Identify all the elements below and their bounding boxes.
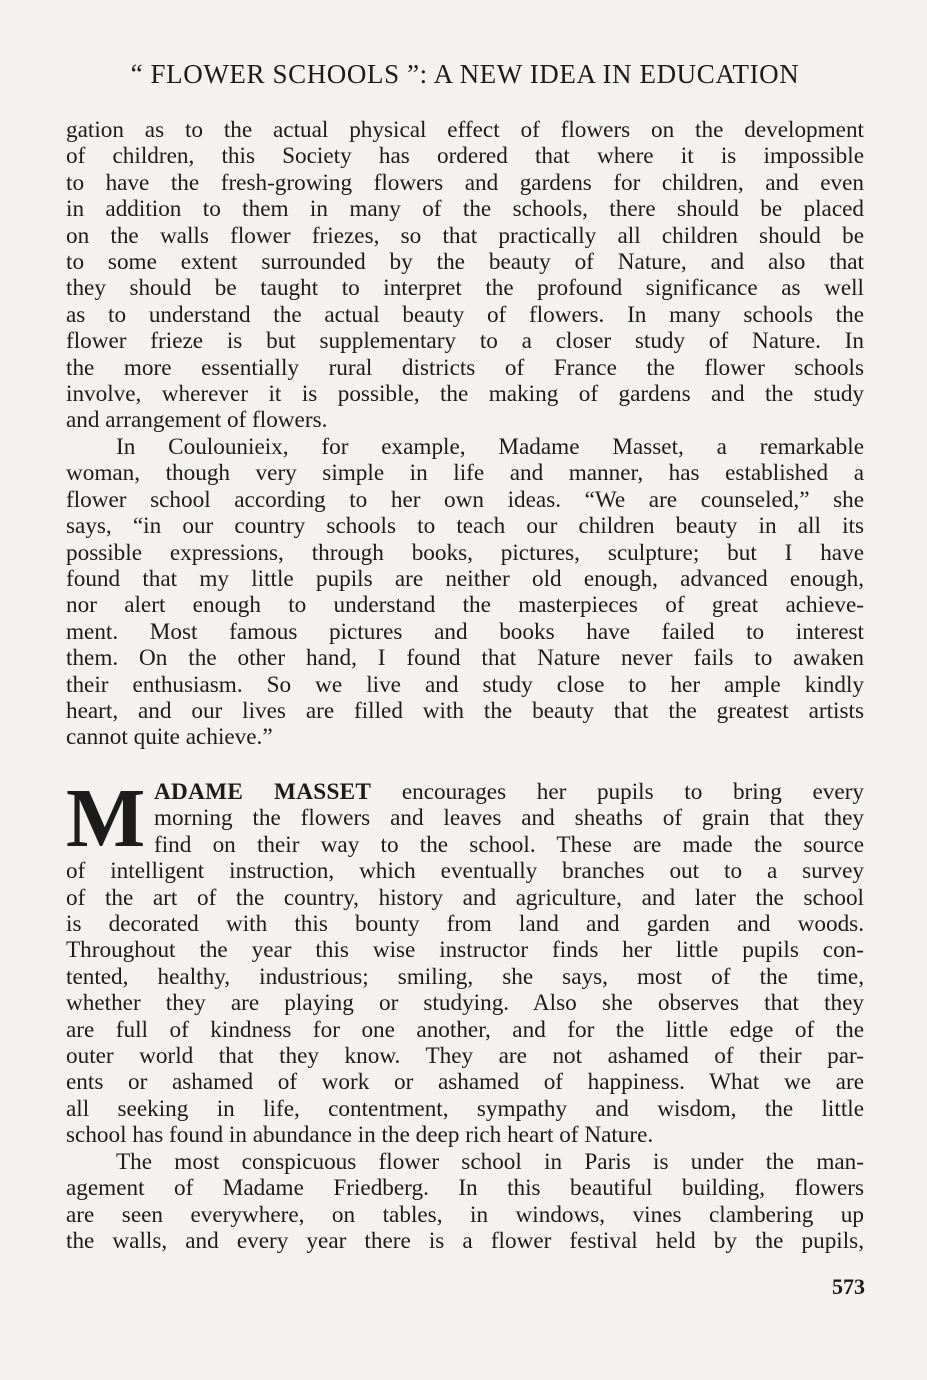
text-line: gation as to the actual physical effect of flowers on the development <box>66 117 864 143</box>
text-line: woman, though very simple in life and manner, has established a <box>66 460 864 487</box>
lead-in-rest: encourages her pupils to bring every <box>401 779 865 805</box>
text-line: morning the flowers and leaves and sheaths of grain that they <box>154 805 864 832</box>
text-line: says, “in our country schools to teach our children beauty in all its <box>66 513 864 540</box>
text-line: flower frieze is but supplementary to a closer study of Nature. In <box>66 328 864 355</box>
dropcap-group <box>66 772 865 865</box>
text-line: of children, this Society has ordered that where it is impossible <box>66 143 864 170</box>
text-line: In Coulounieix, for example, Madame Masset, a remarkable <box>116 433 864 460</box>
drop-cap: M <box>66 772 146 865</box>
text-line: ents or ashamed of work or ashamed of happiness. What we are <box>66 1069 864 1096</box>
text-line: are seen everywhere, on tables, in windows, vines clambering up <box>66 1201 864 1228</box>
text-line: in addition to them in many of the schools, there should be placed <box>66 196 864 223</box>
text-line: ment. Most famous pictures and books have failed to interest <box>66 618 864 645</box>
text-line: the more essentially rural districts of France the flower schools <box>66 354 864 381</box>
text-line: of the art of the country, history and agriculture, and later the school <box>66 884 864 911</box>
page-number: 573 <box>832 1274 865 1299</box>
text-line: the walls, and every year there is a flower festival held by the pupils, <box>66 1227 864 1254</box>
text-line: nor alert enough to understand the masterpieces of great achieve- <box>66 592 864 619</box>
text-line: to some extent surrounded by the beauty of Nature, and also that <box>66 249 864 276</box>
text-line: are full of kindness for one another, and for the little edge of the <box>66 1016 864 1043</box>
text-line: all seeking in life, contentment, sympathy and wisdom, the little <box>66 1095 864 1122</box>
text-line: Throughout the year this wise instructor finds her little pupils con- <box>66 937 864 964</box>
text-line: agement of Madame Friedberg. In this beautiful building, flowers <box>66 1175 864 1202</box>
text-line: and arrangement of flowers. <box>66 407 328 434</box>
text-line: they should be taught to interpret the profound significance as well <box>66 275 864 302</box>
text-line: of intelligent instruction, which eventually branches out to a survey <box>66 858 864 885</box>
text-line: on the walls flower friezes, so that practically all children should be <box>66 222 864 249</box>
text-line: find on their way to the school. These are made the source <box>154 831 864 858</box>
text-line: found that my little pupils are neither old enough, advanced enough, <box>66 565 864 592</box>
text-line: their enthusiasm. So we live and study close to her ample kindly <box>66 671 864 698</box>
text-line: as to understand the actual beauty of flowers. In many schools the <box>66 301 864 328</box>
text-line: heart, and our lives are filled with the beauty that the greatest artists <box>66 697 864 724</box>
text-line: school has found in abundance in the deep rich heart of Nature. <box>66 1122 654 1149</box>
text-line: flower school according to her own ideas. “We are counseled,” she <box>66 486 864 513</box>
lead-in: ADAME MASSET <box>154 779 372 805</box>
text-line: The most conspicuous flower school in Paris is under the man- <box>116 1148 864 1175</box>
text-line: cannot quite achieve.” <box>66 724 273 751</box>
text-line: outer world that they know. They are not ashamed of their par- <box>66 1043 864 1070</box>
text-line <box>66 779 864 805</box>
text-line: to have the fresh-growing flowers and gardens for children, and even <box>66 169 864 196</box>
paragraph-madame-masset <box>66 772 865 1254</box>
text-line: whether they are playing or studying. Also she observes that they <box>66 990 864 1017</box>
paragraph-continued <box>66 117 864 751</box>
text-line: tented, healthy, industrious; smiling, she says, most of the time, <box>66 963 864 990</box>
text-line: is decorated with this bounty from land and garden and woods. <box>66 911 864 938</box>
running-title: “ FLOWER SCHOOLS ”: A NEW IDEA IN EDUCATION <box>130 59 800 89</box>
text-line: possible expressions, through books, pictures, sculpture; but I have <box>66 539 864 566</box>
text-line: involve, wherever it is possible, the making of gardens and the study <box>66 381 864 408</box>
text-line: them. On the other hand, I found that Nature never fails to awaken <box>66 645 864 672</box>
